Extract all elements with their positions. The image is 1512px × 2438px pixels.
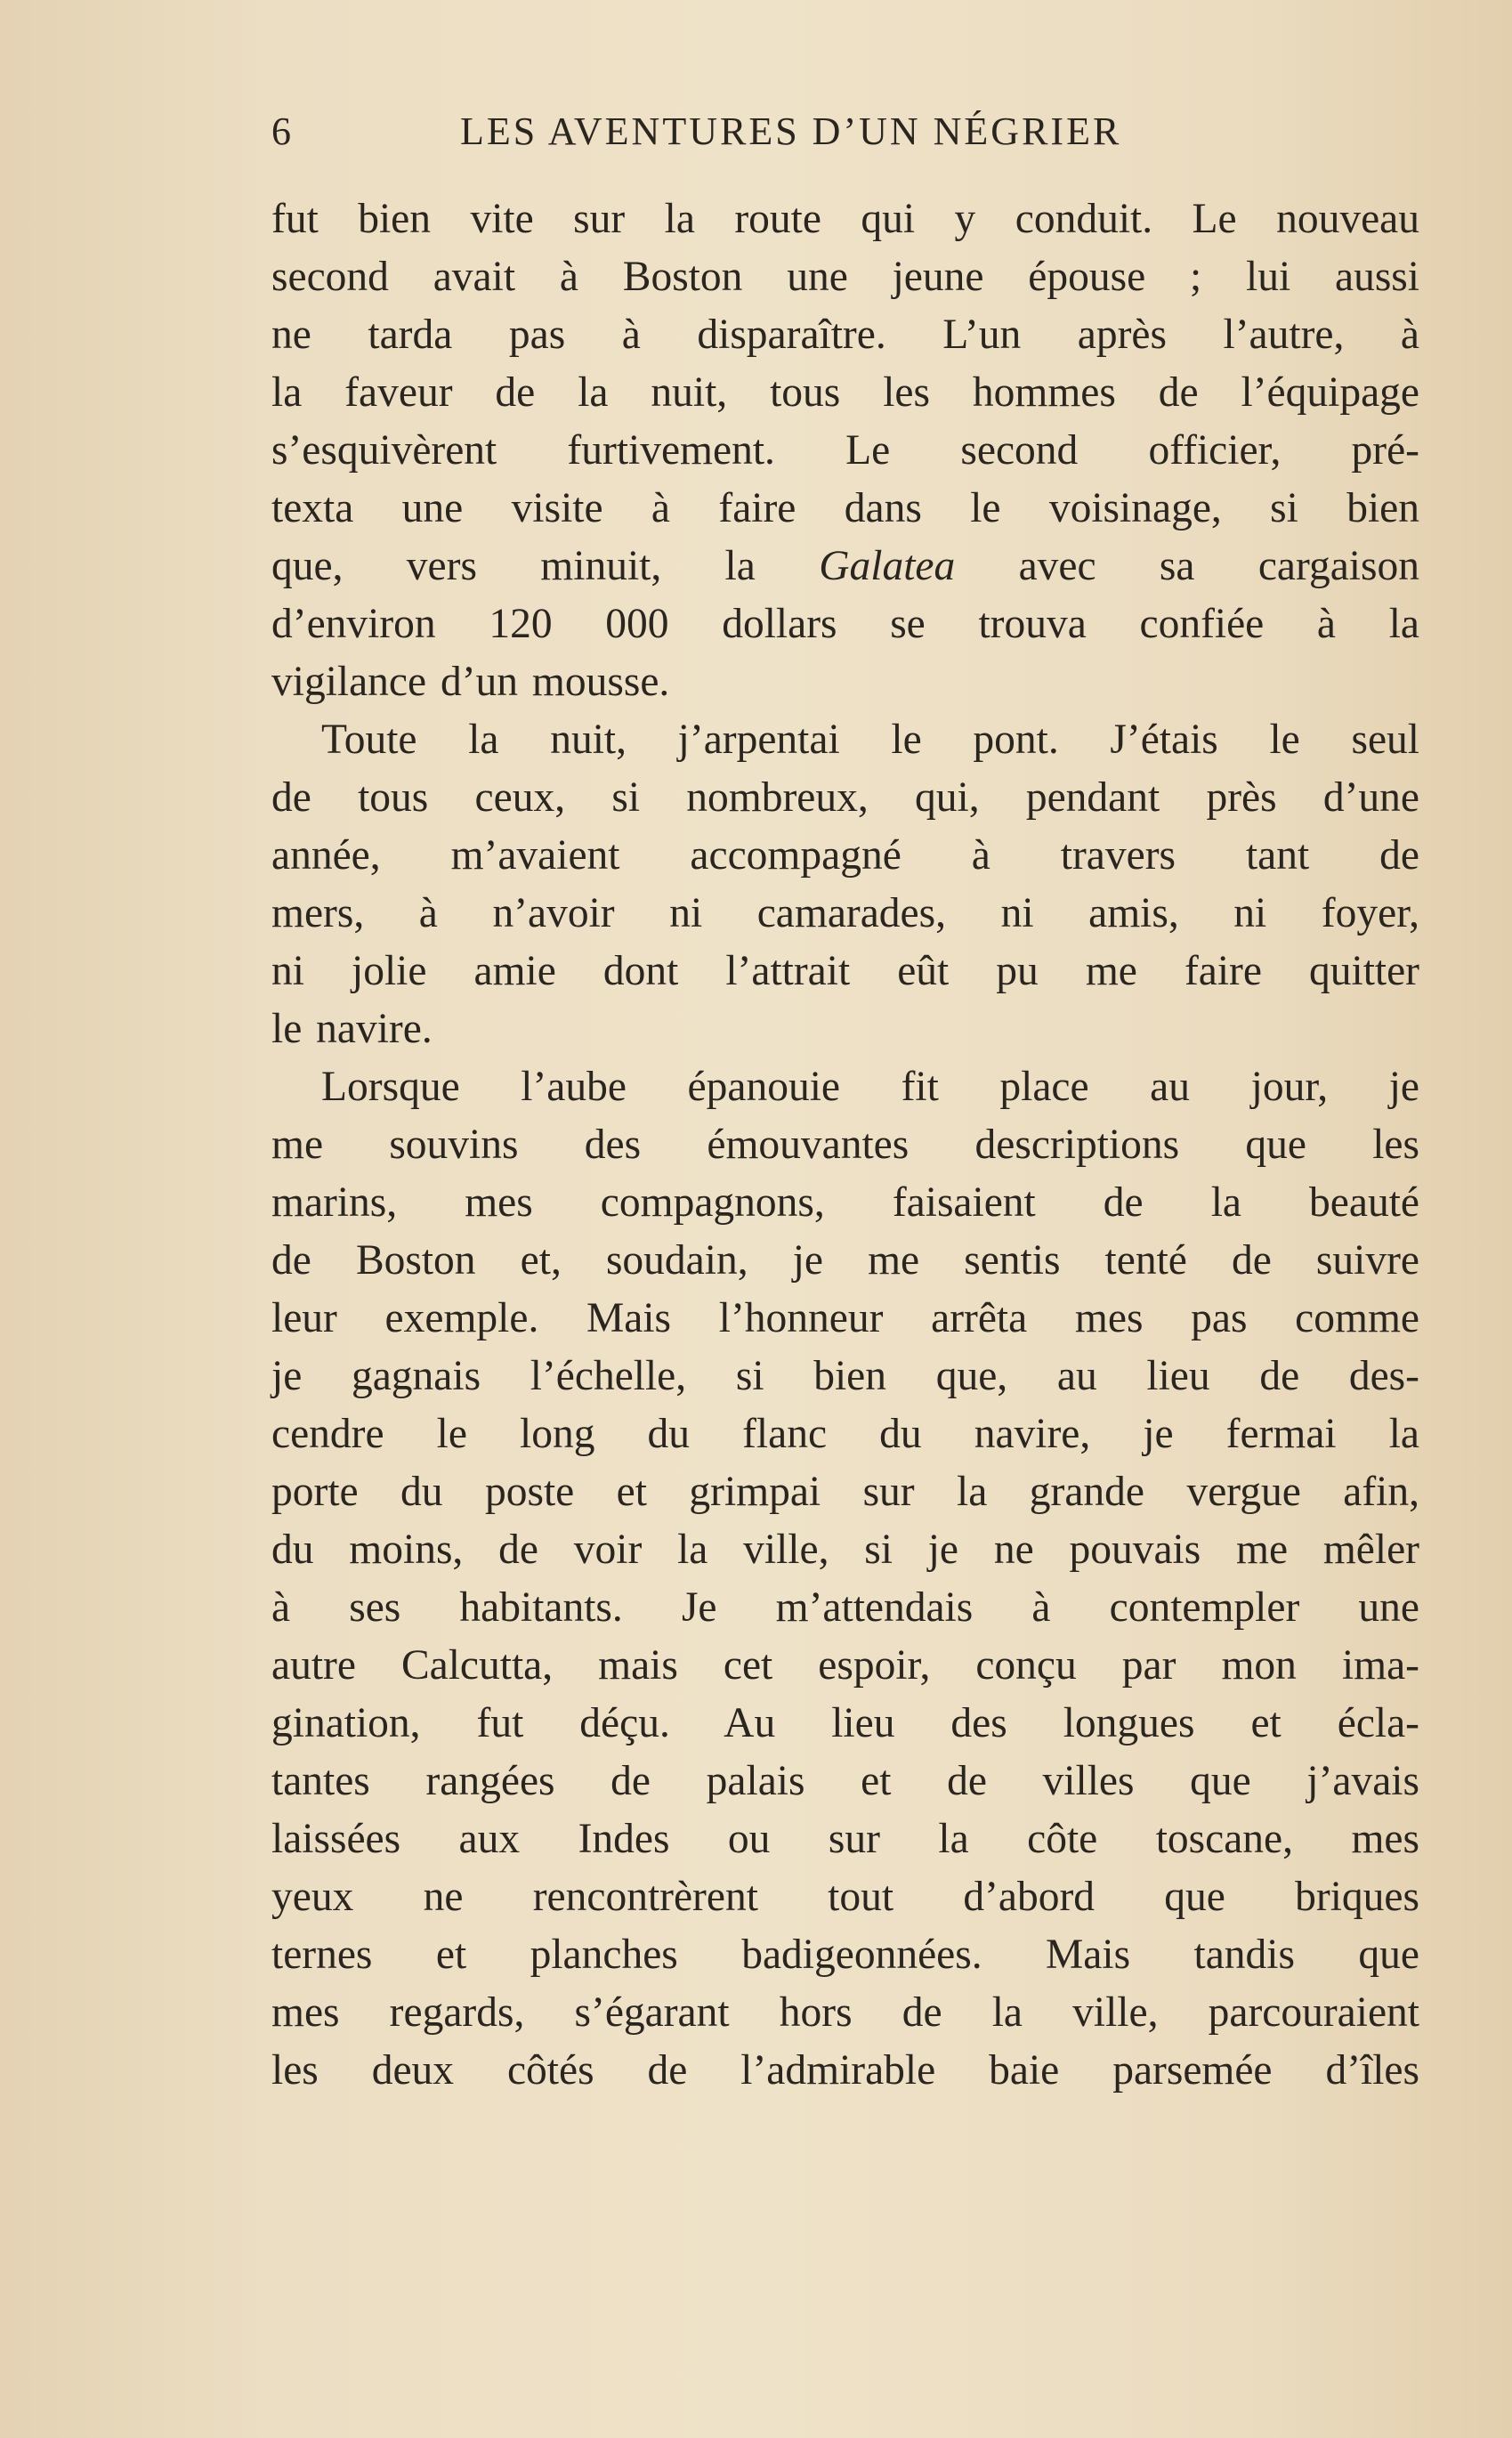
paragraph-first-line: Toute la nuit, j’arpentai le pont. J’étais le seul	[321, 717, 1419, 763]
paragraph-first-line: Lorsque l’aube épanouie fit place au jour, je	[321, 1064, 1419, 1110]
running-title: LES AVENTURES D’UN NÉGRIER	[460, 109, 1122, 153]
text-line: s’esquivèrent furtivement. Le second officier, pré-	[271, 427, 1419, 474]
page-number: 6	[271, 109, 294, 153]
text-line: le navire.	[271, 1006, 433, 1052]
text-line	[271, 538, 1419, 595]
text-line: ternes et planches badigeonnées. Mais tandis que	[271, 1932, 1419, 1978]
text-line: vigilance d’un mousse.	[271, 659, 670, 705]
text-line: texta une visite à faire dans le voisinage, si bien	[271, 485, 1419, 531]
text-segment: que, vers minuit, la	[271, 543, 820, 589]
text-line: la faveur de la nuit, tous les hommes de l’équipage	[271, 369, 1419, 416]
text-line: de tous ceux, si nombreux, qui, pendant près d’une	[271, 774, 1419, 821]
ship-name: Galatea	[819, 543, 956, 589]
text-line: du moins, de voir la ville, si je ne pouvais me mêler	[271, 1527, 1419, 1573]
text-line: cendre le long du flanc du navire, je fermai la	[271, 1411, 1419, 1457]
running-head	[271, 105, 1228, 158]
text-line: yeux ne rencontrèrent tout d’abord que briques	[271, 1874, 1419, 1920]
text-line: de Boston et, soudain, je me sentis tenté de suivre	[271, 1237, 1419, 1284]
text-line: année, m’avaient accompagné à travers tant de	[271, 832, 1419, 879]
text-segment: avec sa cargaison	[955, 543, 1419, 589]
text-line: autre Calcutta, mais cet espoir, conçu par mon ima-	[271, 1642, 1419, 1689]
text-line: second avait à Boston une jeune épouse ; lui aussi	[271, 254, 1419, 300]
text-line: d’environ 120 000 dollars se trouva confiée à la	[271, 601, 1419, 647]
text-line: mes regards, s’égarant hors de la ville, parcouraient	[271, 1989, 1419, 2036]
text-line: je gagnais l’échelle, si bien que, au lieu de des-	[271, 1353, 1419, 1399]
text-line: ni jolie amie dont l’attrait eût pu me faire quitter	[271, 948, 1419, 994]
text-line: les deux côtés de l’admirable baie parsemée d’îles	[271, 2047, 1419, 2094]
text-line: ne tarda pas à disparaître. L’un après l’autre, à	[271, 312, 1419, 358]
text-line: porte du poste et grimpai sur la grande vergue afin,	[271, 1469, 1419, 1515]
text-line: me souvins des émouvantes descriptions que les	[271, 1122, 1419, 1168]
text-line: gination, fut déçu. Au lieu des longues et écla-	[271, 1700, 1419, 1746]
text-line: marins, mes compagnons, faisaient de la beauté	[271, 1179, 1419, 1226]
text-line: à ses habitants. Je m’attendais à contempler une	[271, 1584, 1419, 1631]
text-line: tantes rangées de palais et de villes que j’avais	[271, 1758, 1419, 1804]
body-text	[271, 190, 1419, 2100]
text-line: leur exemple. Mais l’honneur arrêta mes pas comme	[271, 1295, 1419, 1341]
text-line: fut bien vite sur la route qui y conduit. Le nouveau	[271, 196, 1419, 242]
text-line: mers, à n’avoir ni camarades, ni amis, ni foyer,	[271, 890, 1419, 936]
text-line: laissées aux Indes ou sur la côte toscane, mes	[271, 1816, 1419, 1862]
